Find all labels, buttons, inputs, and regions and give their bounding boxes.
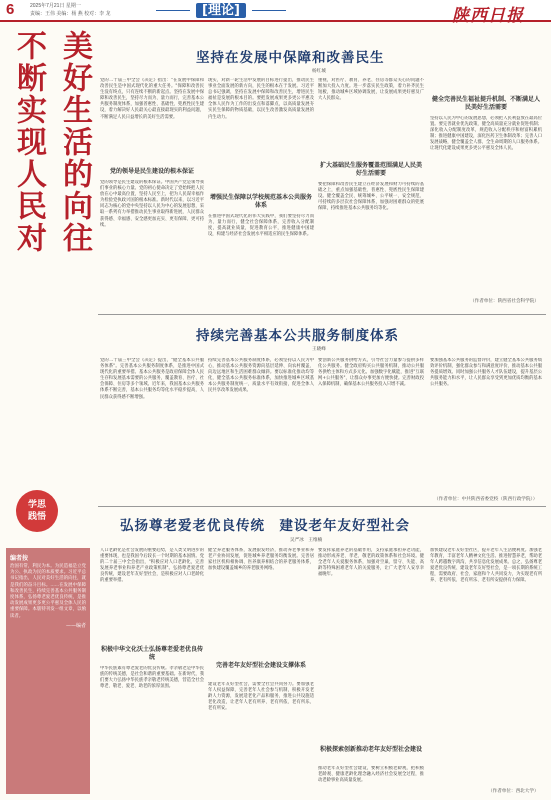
- article-1-col-4: 坚持以人民为中心的发展思想，必须把人民利益放在最高位置。要完善就业优先政策，健全高质量充分就业促进机制；深化收入分配制度改革，规范收入分配秩序和财富积累机制；推进健康中国建设，深化医药卫生体制改革；完善人口发展战略，健全覆盖全人群、全生命周期的人口服务体系。让现代化建设成果更多更公平惠及全体人民。: [430, 116, 542, 152]
- article-2-byline: 王晓峰: [312, 347, 326, 352]
- article-3-col-1: 人口老龄化是社会发展的重要趋势，是人类文明进步的重要体现，也是我国今后较长一个时期的基本国情。党的二十届三中全会指出，"积极应对人口老龄化，完善发展养老事业和养老产业政策机制"。弘扬尊老爱老优良传统，建设老年友好型社会，是积极应对人口老龄化的重要举措。: [100, 548, 204, 584]
- date-line: 2025年7月21日 星期一: [30, 3, 81, 9]
- section-tag: [理论]: [196, 3, 246, 18]
- badge-line-2: 践悟: [27, 512, 46, 522]
- article-3-subhead-1: 积极中华文化沃土弘扬尊老爱老优良传统: [100, 646, 203, 661]
- badge-line-1: 学思: [27, 500, 46, 510]
- article-1-col-3: 重视，对医疗、教育、养老、住房等群众关心的问题不断加大投入力度。进一步落实民生政策，着力补齐民生短板，推动城乡区域协调发展，让发展成果更好惠及广大人民群众。: [318, 78, 424, 102]
- article-3-col-3b: 推动老年友好型社会建设，要树立积极老龄观，把积极老龄观、健康老龄化理念融入经济社会发展全过程，推动老龄事业高质量发展。: [318, 766, 424, 784]
- article-3-subhead-3: 积极探索创新推动老年友好型社会建设: [319, 746, 422, 753]
- article-2-col-1: 党的二十届三中全会《决定》提出，"健全基本公共服务体系"。完善基本公共服务制度体系，是推进中国式现代化的重要举措。基本公共服务是政府保障全体人民生存和发展基本需要的公共服务，覆盖教育、医疗、社会保障、住房等多个领域。近年来，我国基本公共服务体系不断完善，基本公共服务均等化水平稳步提高，人民群众获得感不断增强。: [100, 358, 204, 400]
- article-1-title: 坚持在发展中保障和改善民生: [196, 50, 385, 66]
- article-3-col-2: 健全养老服务体系，发展银发经济，推动养老事业和养老产业协同发展，促进城乡养老服务均衡发展。完善居家社区机构相协调、医养康养相结合的养老服务体系，加快建设覆盖城乡的养老服务网络。: [208, 548, 314, 572]
- page-title-col-2: 美好生活的向往: [57, 30, 92, 254]
- article-2-col-4: 要加强基本公共服务的监督评价，建立健全基本公共服务绩效评价机制，强化群众参与和满意度评价，推动基本公共服务提质增效。同时加强公共服务人才队伍建设，提升基层公共服务能力和水平，让人民群众享受到更加优质均衡的基本公共服务。: [430, 358, 542, 388]
- editors-line: 责编：王伟 美编：杨 燕 校对：李 龙: [30, 11, 111, 17]
- page-number: 6: [6, 1, 15, 18]
- divider-2: [98, 506, 546, 507]
- article-1-author-note: （作者单位：陕西省社会科学院）: [470, 299, 539, 304]
- article-2-col-2: 持续完善基本公共服务制度体系，必须坚持以人民为中心，推动基本公共服务资源向基层延伸、向农村覆盖、向边远地区和生活困难群众倾斜。要以标准化推动均等化，健全基本公共服务标准体系，加快推进城乡区域基本公共服务制度统一、质量水平有效衔接，促进全体人民共享改革发展成果。: [208, 358, 314, 394]
- divider-1: [98, 314, 546, 315]
- article-1-col-2: 现实，对新一轮生活中发展的目标进行提出，推动民生事业全面发展的新方向，民生的根本在于发展。习近平总书记强调，坚持在发展中保障和改善民生，增进民生福祉是发展的根本目的。要把发展成果更多更公平惠及全体人民作为工作的出发点和落脚点，以高质量发展夯实民生保障的物质基础，以民生改善激发高质量发展的内生动力。: [208, 78, 314, 120]
- editor-note-author: ——编者: [65, 622, 86, 629]
- article-1-subhead-1: 党的领导是民生建设的根本保证: [109, 168, 194, 175]
- editor-note-text: 治国有常，利民为本。为民造福是立党为公、执政为民的本质要求。习近平总书记指出，人民对美好生活的向往，就是我们的奋斗目标。……在发展中保障和改善民生，持续完善基本公共服务制度体系，弘扬尊老爱老优良传统，是推动发展成果更多更公平惠及全体人民的重要保障。本版特刊发一组文章，以飨读者。: [10, 564, 86, 619]
- masthead: [0, 0, 551, 26]
- article-3-title: 弘扬尊老爱老优良传统 建设老年友好型社会: [120, 518, 410, 534]
- page-title-col-1: 不断实现人民对: [11, 30, 46, 254]
- study-badge: [16, 490, 58, 532]
- article-2-title: 持续完善基本公共服务制度体系: [196, 328, 399, 344]
- article-2-col-3: 要创新公共服务供给方式，引导社会力量参与提供多样化公共服务。健全政府购买公共服务机制，推动公共服务供给主体和方式多元化。加强数字化赋能，推进"互联网+公共服务"，让群众办事更加方便快捷。完善财政投入保障机制，确保基本公共服务投入只增不减。: [318, 358, 424, 388]
- article-1-col-2b: 在推进中国式现代化的伟大实践中，我们要坚持尽力而为、量力而行，健全社会保障体系，完善收入分配制度，提高就业质量，促进教育公平，推进健康中国建设，构建与经济社会发展水平相适应的民生保障体系。: [208, 214, 314, 238]
- article-2-author-note: （作者单位：中共陕西省委党校（陕西行政学院））: [434, 497, 538, 502]
- article-3-col-2b: 建设老年友好型社会，需要全社会共同努力。要加强老年人权益保障，完善老年人社会参与机制，积极开发老龄人力资源，发展适老化产品和服务，推进公共设施适老化改造，让老年人老有所养、老有所依、老有所乐、老有所安。: [208, 682, 314, 712]
- article-1-col-3b: 要把保障和改善民生建立在经济发展和财力可持续的基础之上，重点加强基础性、普惠性、兜底性民生保障建设。健全覆盖全民、统筹城乡、公平统一、安全规范、可持续的多层次社会保障体系，加强对困难群众的兜底保障，持续推进基本公共服务均等化。: [318, 182, 424, 212]
- article-1-col-1b: 党的领导是民生建设的根本保证。中国共产党是领导我们事业的核心力量。党的初心使命决定了党始终把人民放在心中最高位置，坚持人民至上，把为人民谋幸福作为检验党执政兴国的根本标准。新时代以来，以习近平同志为核心的党中央坚持以人民为中心的发展思想，采取一系列有力举措推动民生事业取得新进展，人民群众获得感、幸福感、安全感更加充实、更有保障、更可持续。: [100, 180, 204, 228]
- article-3-col-3: 要发挥家庭养老的基础作用，支持家庭承担养老功能，推动形成养老、孝老、敬老的政策体系和社会环境。健全老年人关爱服务体系，加强对空巢、留守、失能、高龄等特殊困难老年人的关爱服务，让广大老年人安享幸福晚年。: [318, 548, 424, 578]
- page-title: [8, 30, 94, 470]
- article-3-col-4: 加快建设老年友好型社区，提升老年人生活便利度。加强老年教育，丰富老年人精神文化生活。推进智慧养老，帮助老年人跨越数字鸿沟，共享信息化发展成果。总之，弘扬尊老爱老优良传统、建设老年友好型社会，是一项长期的系统工程，需要政府、社会、家庭和个人共同发力，为实现老有所养、老有所依、老有所乐、老有所安提供有力保障。: [430, 548, 542, 584]
- editor-note: [6, 548, 90, 794]
- article-3-col-1b: 中华民族素有尊老爱老的优良传统。孝亲敬老是中华民族的传统美德，是社会和谐的重要基础。在新时代，我们要大力弘扬中华民族孝亲敬老传统美德，营造全社会尊老、敬老、爱老、助老的浓厚氛围。: [100, 666, 204, 690]
- editor-note-label: 编者按: [10, 555, 29, 562]
- article-1-byline: 杨红城: [312, 69, 326, 74]
- article-3-byline: 吴严冰 王维楠: [290, 538, 323, 543]
- paper-logo: 陕西日报: [452, 6, 524, 26]
- article-1-subhead-4: 健全完善民生福祉提升机制、不断满足人民美好生活需要: [431, 96, 540, 111]
- left-column: [8, 30, 94, 470]
- article-1-subhead-2: 增强民生保障以学校规范基本公共服务体系: [209, 194, 312, 209]
- article-1-subhead-3: 扩大基础民生服务覆盖范围满足人民美好生活需要: [319, 162, 422, 177]
- article-3-subhead-2: 完善老年友好型社会建设支撑体系: [215, 662, 306, 669]
- article-1-col-1: 党的二十届三中全会《决定》指出："在发展中保障和改善民生是中国式现代化的重大任务。"保障和改善民生没有终点，只有连续不断的新起点。坚持在发展中保障和改善民生，坚持尽力而为、量力而行，完善基本公共服务制度体系，加强普惠性、基础性、兜底性民生建设，着力解决好人民最关心最直接最现实的利益问题，不断满足人民日益增长的美好生活需要。: [100, 78, 204, 120]
- article-3-author-note: （作者单位：西北大学）: [488, 789, 539, 794]
